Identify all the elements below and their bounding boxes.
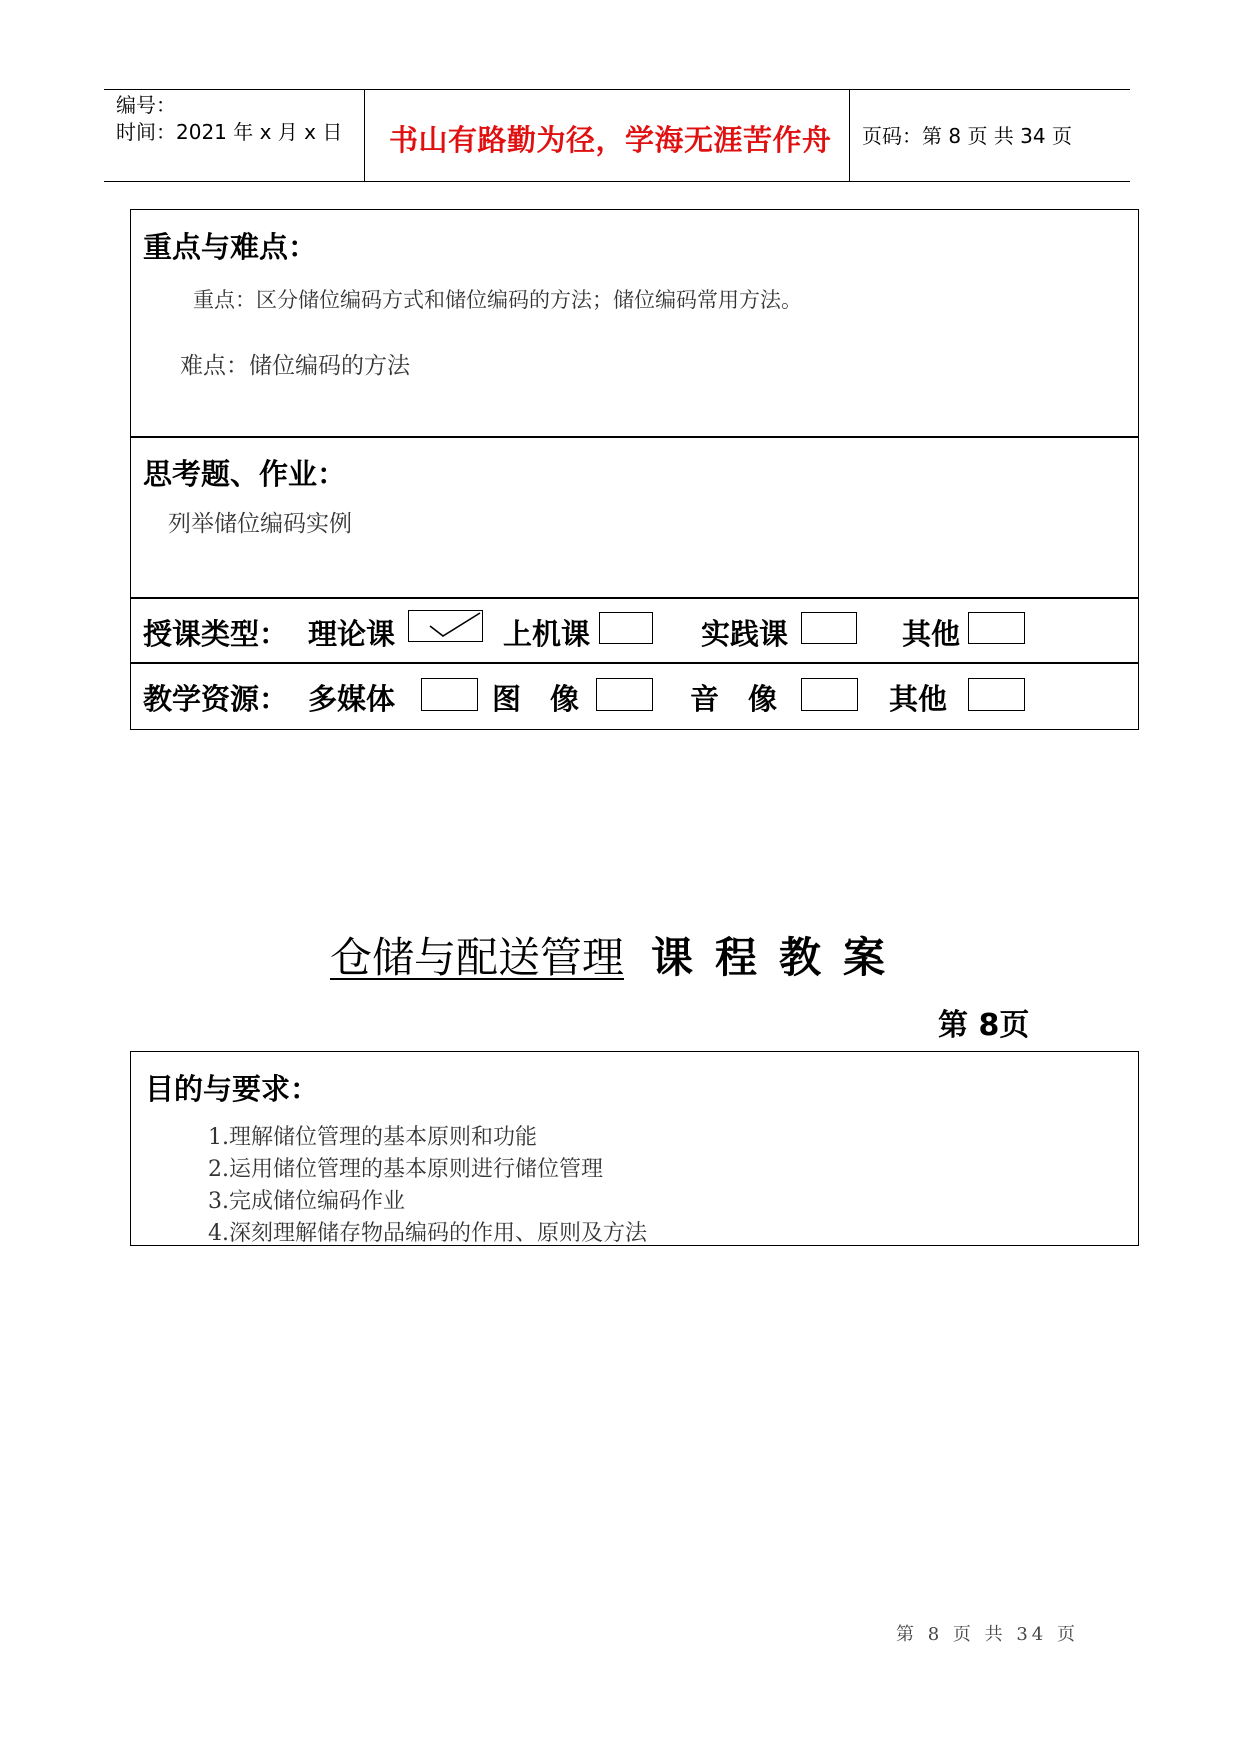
table-rule-1 bbox=[130, 436, 1139, 438]
goal-item: 4.深刻理解储存物品编码的作用、原则及方法 bbox=[208, 1221, 647, 1246]
goals-title: 目的与要求： bbox=[145, 1072, 320, 1106]
key-points-difficult: 难点：储位编码的方法 bbox=[180, 353, 410, 379]
homework-content: 列举储位编码实例 bbox=[168, 511, 352, 537]
goal-item: 2.运用储位管理的基本原则进行储位管理 bbox=[208, 1157, 603, 1182]
resources-other-label: 其他 bbox=[889, 682, 948, 716]
table-rule-2 bbox=[130, 597, 1139, 599]
homework-title: 思考题、作业： bbox=[143, 457, 347, 491]
course-page-label: 第 8页 bbox=[938, 1008, 1030, 1043]
check-mark-icon bbox=[408, 610, 483, 642]
course-name: 仓储与配送管理 bbox=[330, 933, 625, 982]
table-rule-3 bbox=[130, 662, 1139, 664]
resources-image-checkbox[interactable] bbox=[596, 678, 653, 711]
resources-video-checkbox[interactable] bbox=[801, 678, 858, 711]
resources-image-label: 图 像 bbox=[492, 682, 580, 716]
lesson-type-theory-label: 理论课 bbox=[308, 617, 396, 651]
key-points-title: 重点与难点： bbox=[143, 230, 318, 264]
header-divider-left bbox=[364, 89, 365, 181]
lesson-type-lab-checkbox[interactable] bbox=[599, 612, 653, 644]
resources-multimedia-checkbox[interactable] bbox=[421, 678, 478, 711]
header-divider-right bbox=[849, 89, 850, 181]
key-points-key: 重点：区分储位编码方式和储位编码的方法；储位编码常用方法。 bbox=[193, 288, 802, 312]
lesson-type-other-checkbox[interactable] bbox=[968, 612, 1025, 644]
lesson-type-other-label: 其他 bbox=[902, 617, 961, 651]
resources-video-label: 音 像 bbox=[690, 682, 778, 716]
header-time-label: 时间：2021 年 x 月 x 日 bbox=[116, 120, 343, 144]
lesson-type-practice-label: 实践课 bbox=[701, 617, 789, 651]
resources-multimedia-label: 多媒体 bbox=[308, 682, 396, 716]
page-footer: 第 8 页 共 34 页 bbox=[896, 1624, 1079, 1645]
lesson-type-label: 授课类型： bbox=[143, 617, 289, 651]
lesson-type-theory-checkbox[interactable] bbox=[408, 610, 483, 642]
goal-item: 1.理解储位管理的基本原则和功能 bbox=[208, 1125, 537, 1150]
course-title-suffix: 课程教案 bbox=[651, 933, 908, 982]
lesson-type-practice-checkbox[interactable] bbox=[801, 612, 857, 644]
goal-item: 3.完成储位编码作业 bbox=[208, 1189, 405, 1214]
header-page-info: 页码：第 8 页 共 34 页 bbox=[862, 124, 1072, 148]
header-motto: 书山有路勤为径，学海无涯苦作舟 bbox=[389, 123, 832, 157]
lesson-type-lab-label: 上机课 bbox=[503, 617, 591, 651]
header-bottom-rule bbox=[104, 181, 1130, 182]
header-top-rule bbox=[104, 89, 1130, 90]
resources-other-checkbox[interactable] bbox=[968, 678, 1025, 711]
header-number-label: 编号： bbox=[116, 93, 176, 117]
resources-label: 教学资源： bbox=[143, 682, 289, 716]
